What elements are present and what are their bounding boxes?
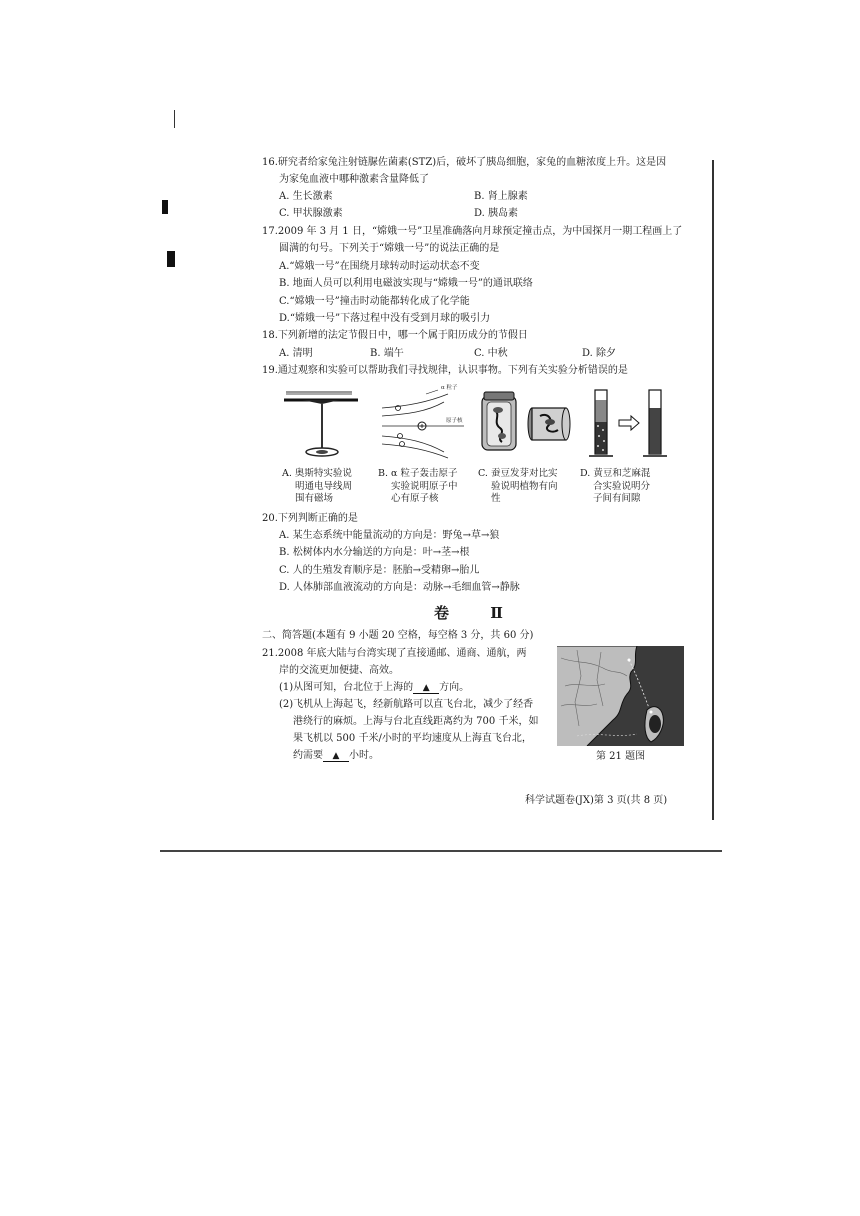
q21-stem-line2: 岸的交流更加便捷、高效。 [279, 665, 399, 676]
q21-map-figure [557, 646, 684, 746]
alpha-particle-label: α 粒子 [441, 385, 458, 391]
q21-part2-line2: 港绕行的麻烦。上海与台北直线距离约为 700 千米，如 [293, 716, 539, 727]
q20-option-c: C. 人的生殖发育顺序是：胚胎→受精卵→胎儿 [279, 565, 480, 576]
q17-option-c: C.“嫦娥一号”撞击时动能都转化成了化学能 [279, 296, 470, 307]
q20-option-a: A. 某生态系统中能量流动的方向是：野兔→草→狼 [279, 530, 500, 541]
q17-option-a: A.“嫦娥一号”在围绕月球转动时运动状态不变 [279, 261, 480, 272]
q21-answer-blank-1[interactable]: ▲ [413, 683, 439, 694]
binding-mark-top [162, 200, 168, 214]
q21-part1: (1)从图可知，台北位于上海的 ▲ 方向。 [279, 682, 470, 693]
right-border-line [712, 160, 714, 820]
q21-part2-line1: (2)飞机从上海起飞，经新航路可以直飞台北，减少了经香 [279, 699, 534, 710]
q19-caption-b: B. α 粒子轰击原子 实验说明原子中 心有原子核 [378, 468, 458, 504]
q18-option-a: A. 清明 [279, 348, 313, 359]
q17-option-d: D.“嫦娥一号”下落过程中没有受到月球的吸引力 [279, 313, 491, 324]
section-heading: 二、简答题(本题有 9 小题 20 空格，每空格 3 分，共 60 分) [262, 630, 534, 641]
q17-stem-line2: 圆满的句号。下列关于“嫦娥一号”的说法正确的是 [279, 243, 500, 254]
q18-stem: 18.下列新增的法定节假日中，哪一个属于阳历成分的节假日 [262, 330, 528, 341]
q16-option-b: B. 肾上腺素 [474, 191, 528, 202]
q20-option-d: D. 人体肺部血液流动的方向是：动脉→毛细血管→静脉 [279, 582, 520, 593]
binding-mark-bottom [167, 251, 175, 267]
bean-germination-figure [478, 386, 574, 462]
q21-part2-line4: 约需要 ▲ 小时。 [293, 750, 379, 761]
q21-stem-line1: 21.2008 年底大陆与台湾实现了直接通邮、通商、通航，两 [262, 648, 527, 659]
q16-stem-line1: 16.研究者给家兔注射链脲佐菌素(STZ)后，破坏了胰岛细胞，家兔的血糖浓度上升。这是因 [262, 157, 667, 168]
soy-sesame-mixing-figure [585, 386, 671, 462]
q18-option-c: C. 中秋 [474, 348, 508, 359]
q19-stem: 19.通过观察和实验可以帮助我们寻找规律，认识事物。下列有关实验分析错误的是 [262, 365, 628, 376]
page-bottom-rule [160, 850, 722, 852]
q21-part2-line3: 果飞机以 500 千米/小时的平均速度从上海直飞台北， [293, 733, 532, 744]
q16-stem-line2: 为家兔血液中哪种激素含量降低了 [279, 174, 429, 185]
q20-stem: 20.下列判断正确的是 [262, 513, 358, 524]
q18-option-d: D. 除夕 [582, 348, 617, 359]
nucleus-label: 原子核 [446, 418, 463, 424]
q21-answer-blank-2[interactable]: ▲ [323, 751, 349, 762]
q17-stem-line1: 17.2009 年 3 月 1 日，“嫦娥一号”卫星准确落向月球预定撞击点，为中国探月一期工程画上了 [262, 226, 683, 237]
oersted-experiment-figure [282, 386, 360, 462]
section-title: 卷 Ⅱ [434, 604, 521, 622]
q21-figure-caption: 第 21 题图 [596, 751, 646, 762]
q16-option-a: A. 生长激素 [279, 191, 333, 202]
q20-option-b: B. 松树体内水分输送的方向是：叶→茎→根 [279, 547, 470, 558]
q19-caption-d: D. 黄豆和芝麻混 合实验说明分 子间有间隙 [580, 468, 651, 504]
q17-option-b: B. 地面人员可以利用电磁波实现与“嫦娥一号”的通讯联络 [279, 278, 533, 289]
q16-option-c: C. 甲状腺激素 [279, 208, 343, 219]
q16-option-d: D. 胰岛素 [474, 208, 519, 219]
q18-option-b: B. 端午 [370, 348, 404, 359]
q19-caption-c: C. 蚕豆发芽对比实 验说明植物有向 性 [478, 468, 558, 504]
left-margin-tick [174, 110, 175, 128]
q19-caption-a: A. 奥斯特实验说 明通电导线周 围有磁场 [282, 468, 353, 504]
page-footer: 科学试题卷(JX)第 3 页(共 8 页) [525, 795, 668, 806]
